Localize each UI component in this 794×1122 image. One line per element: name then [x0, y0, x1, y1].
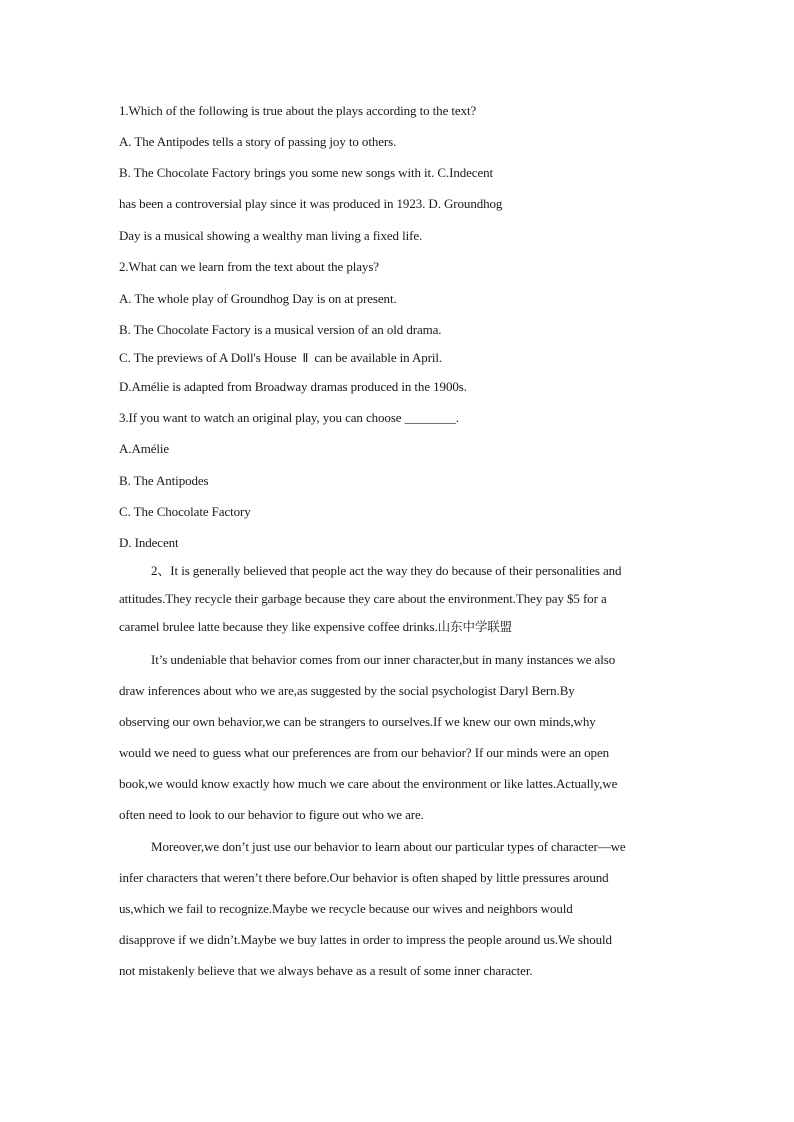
question-2-option-c — [119, 350, 442, 366]
question-3-option-c: C. The Chocolate Factory — [119, 504, 251, 519]
passage-2-p2-line-4: would we need to guess what our preferences are from our behavior? If our minds were an open — [119, 745, 610, 760]
passage-2-p2-line-5: book,we would know exactly how much we care about the environment or like lattes.Actually,we — [119, 776, 618, 791]
question-1-stem: 1.Which of the following is true about the plays according to the text? — [119, 103, 477, 118]
question-2-option-a: A. The whole play of Groundhog Day is on at present. — [119, 291, 397, 306]
passage-2-p2-line-6: often need to look to our behavior to figure out who we are. — [119, 807, 424, 822]
roman-numeral: Ⅱ — [302, 351, 309, 365]
passage-2-p3-line-3: us,which we fail to recognize.Maybe we recycle because our wives and neighbors would — [119, 901, 573, 916]
passage-2-p2-line-1: It’s undeniable that behavior comes from our inner character,but in many instances we also — [151, 652, 616, 667]
question-2-option-c-tail: can be available in April. — [314, 350, 443, 365]
question-2-option-c-text: C. The previews of A Doll's House — [119, 350, 297, 365]
question-3-option-b: B. The Antipodes — [119, 473, 209, 488]
passage-2-p1-line-2: attitudes.They recycle their garbage because they care about the environment.They pay $5 for a — [119, 591, 607, 606]
question-1-option-c-d: has been a controversial play since it was produced in 1923. D. Groundhog — [119, 196, 503, 211]
question-3-option-a: A.Amélie — [119, 441, 170, 456]
passage-2-p3-line-4: disapprove if we didn’t.Maybe we buy lattes in order to impress the people around us.We should — [119, 932, 612, 947]
question-3-stem: 3.If you want to watch an original play, you can choose ________. — [119, 410, 459, 425]
question-1-option-a: A. The Antipodes tells a story of passing joy to others. — [119, 134, 397, 149]
question-1-option-b-c: B. The Chocolate Factory brings you some new songs with it. C.Indecent — [119, 165, 494, 180]
passage-2-p1-line-3 — [119, 619, 512, 635]
question-2-option-d: D.Amélie is adapted from Broadway dramas produced in the 1900s. — [119, 379, 467, 394]
passage-2-p2-line-2: draw inferences about who we are,as suggested by the social psychologist Daryl Bern.By — [119, 683, 575, 698]
question-3-option-d: D. Indecent — [119, 535, 179, 550]
passage-2-p1-line-3-text: caramel brulee latte because they like expensive coffee drinks. — [119, 619, 438, 634]
passage-2-p1-line-1: 2、It is generally believed that people act the way they do because of their personalities and — [151, 563, 622, 578]
question-2-option-b: B. The Chocolate Factory is a musical version of an old drama. — [119, 322, 442, 337]
passage-2-p2-line-3: observing our own behavior,we can be strangers to ourselves.If we knew our own minds,why — [119, 714, 596, 729]
question-1-option-d: Day is a musical showing a wealthy man living a fixed life. — [119, 228, 423, 243]
passage-2-p3-line-1: Moreover,we don’t just use our behavior to learn about our particular types of character—we — [151, 839, 626, 854]
watermark-text: 山东中学联盟 — [437, 619, 513, 634]
passage-2-p3-line-2: infer characters that weren’t there before.Our behavior is often shaped by little pressures around — [119, 870, 609, 885]
passage-2-p3-line-5: not mistakenly believe that we always behave as a result of some inner character. — [119, 963, 533, 978]
question-2-stem: 2.What can we learn from the text about the plays? — [119, 259, 379, 274]
